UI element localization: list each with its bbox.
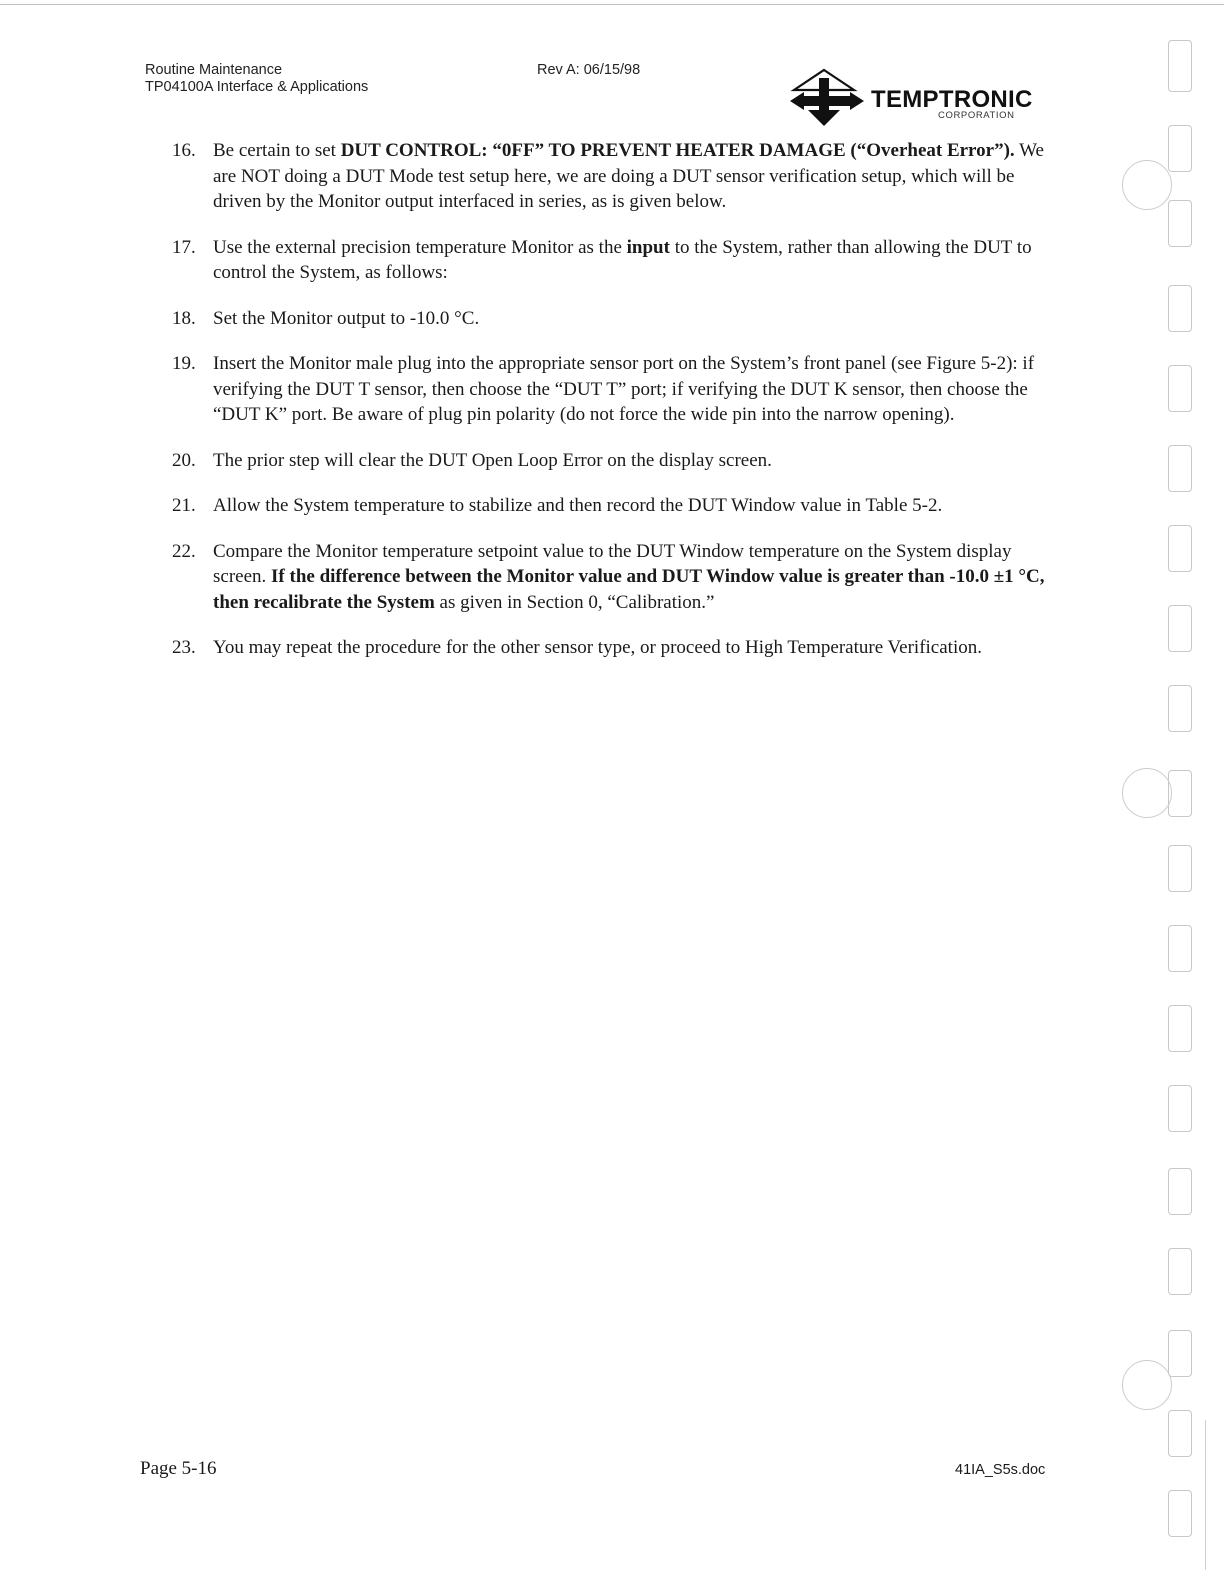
temptronic-arrow-logo-icon — [788, 68, 870, 130]
binder-hole-mark — [1122, 768, 1172, 818]
step-number: 16. — [172, 140, 196, 161]
binder-tab-mark — [1168, 365, 1192, 412]
header-manual-title: TP04100A Interface & Applications — [145, 79, 369, 95]
step-text-run: Allow the System temperature to stabilize and then record the DUT Window value in Table 5-2. — [213, 495, 943, 516]
binder-tab-mark — [1168, 1330, 1192, 1377]
step-number: 18. — [172, 307, 196, 329]
step-text — [213, 495, 942, 516]
step-text-run: We are NOT doing a DUT Mode test setup here, we are doing a DUT sensor verification setup, which will be driven by the Monitor output interfaced in series, as is given below. — [213, 140, 1044, 212]
step-text-run: You may repeat the procedure for the other sensor type, or proceed to High Temperature Verification. — [213, 637, 982, 658]
step-text — [213, 541, 1044, 613]
procedure-step — [172, 306, 1062, 332]
binder-tab-mark — [1168, 845, 1192, 892]
binder-tab-mark — [1168, 1490, 1192, 1537]
step-text-bold: DUT CONTROL: “0FF” TO PREVENT HEATER DAMAGE (“Overheat Error”). — [340, 140, 1015, 161]
logo-name: TEMPTRONIC — [871, 86, 1033, 113]
header-left — [145, 62, 368, 96]
binder-tab-mark — [1168, 925, 1192, 972]
step-text — [213, 637, 982, 658]
binder-tab-mark — [1168, 770, 1192, 817]
header-section-title: Routine Maintenance — [145, 62, 283, 78]
procedure-step — [172, 235, 1062, 286]
step-text — [213, 450, 772, 471]
temptronic-logo — [788, 68, 1038, 128]
binder-tab-mark — [1168, 1085, 1192, 1132]
binder-tab-mark — [1168, 445, 1192, 492]
step-number: 23. — [172, 637, 196, 658]
binder-tab-mark — [1168, 525, 1192, 572]
logo-subtitle: CORPORATION — [938, 110, 1015, 121]
procedure-step — [172, 448, 1062, 474]
binder-tab-mark — [1168, 40, 1192, 92]
binder-tab-mark — [1168, 125, 1192, 172]
scan-edge-top — [0, 4, 1224, 5]
step-text — [213, 140, 1044, 212]
step-number: 20. — [172, 449, 196, 471]
binder-tab-mark — [1168, 1410, 1192, 1457]
step-number: 19. — [172, 353, 196, 374]
step-text-run: The prior step will clear the DUT Open Loop Error on the display screen. — [213, 449, 772, 471]
step-text-run: Be certain to set — [213, 140, 341, 161]
procedure-step — [172, 138, 1062, 215]
scan-edge-right — [1205, 1420, 1206, 1570]
step-text — [213, 308, 479, 329]
binder-tab-mark — [1168, 1005, 1192, 1052]
step-number: 22. — [172, 540, 196, 562]
binder-tab-mark — [1168, 685, 1192, 732]
procedure-step — [172, 539, 1062, 616]
binder-tab-mark — [1168, 200, 1192, 247]
binder-tab-mark — [1168, 285, 1192, 332]
step-number: 17. — [172, 236, 196, 258]
procedure-step — [172, 351, 1062, 428]
step-text-bold: If the difference between the Monitor value and DUT Window value is greater than -10.0 ±1 °C, then recalibrate the System — [213, 566, 1045, 613]
file-name: 41IA_S5s.doc — [955, 1462, 1046, 1478]
procedure-step — [172, 493, 1062, 519]
step-text-run: as given in Section 0, “Calibration.” — [434, 591, 715, 613]
step-text — [213, 353, 1034, 425]
binder-tab-mark — [1168, 605, 1192, 652]
binder-tab-mark — [1168, 1248, 1192, 1295]
procedure-step — [172, 635, 1062, 661]
step-text-run: to the System, rather than allowing the DUT to control the System, as follows: — [213, 236, 1032, 283]
binder-hole-mark — [1122, 160, 1172, 210]
header-revision: Rev A: 06/15/98 — [537, 62, 641, 78]
procedure-steps — [172, 138, 1062, 681]
step-number: 21. — [172, 495, 196, 516]
binder-hole-mark — [1122, 1360, 1172, 1410]
step-text-run: Insert the Monitor male plug into the appropriate sensor port on the System’s front panel (see Figure 5-2): if verifying the DUT T sensor, then choose the “DUT T” port; if verifying the DUT K sensor, then choose the “DUT K” port. Be aware of plug pin polarity (do not force the wide pin into the narrow opening). — [213, 353, 1035, 425]
page-number: Page 5-16 — [140, 1458, 217, 1479]
step-text — [213, 237, 1032, 284]
step-text-run: Use the external precision temperature Monitor as the — [213, 236, 627, 258]
step-text-bold: input — [626, 236, 670, 258]
step-text-run: Compare the Monitor temperature setpoint value to the DUT Window temperature on the System display screen. — [213, 540, 1012, 587]
binder-tab-mark — [1168, 1168, 1192, 1215]
step-text-run: Set the Monitor output to -10.0 °C. — [213, 307, 480, 329]
